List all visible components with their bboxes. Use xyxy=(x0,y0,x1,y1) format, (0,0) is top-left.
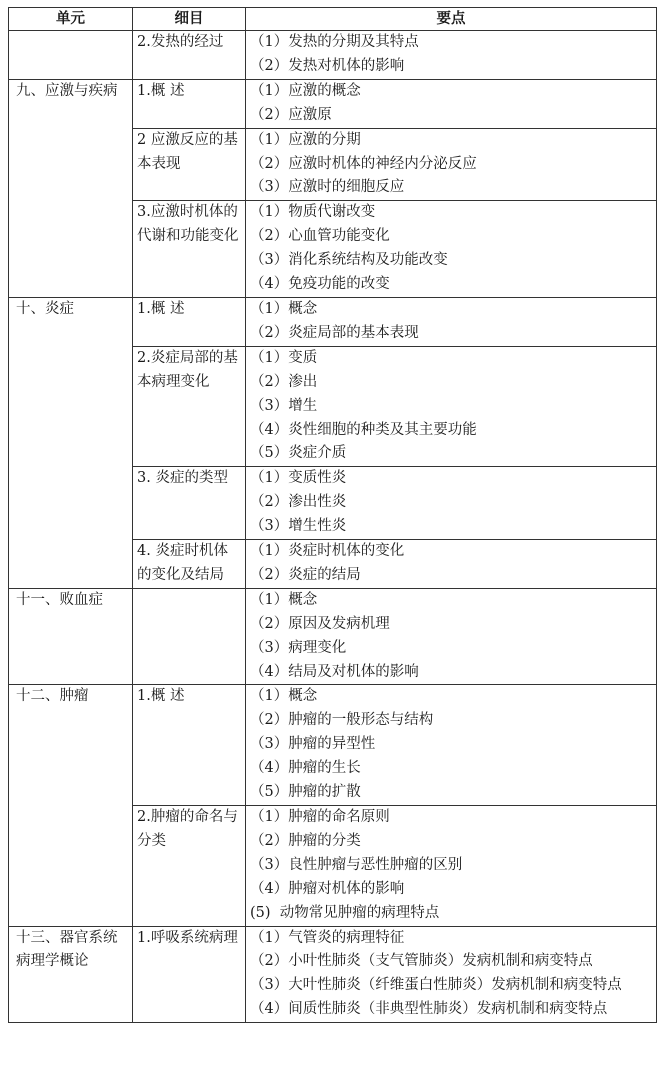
table-row xyxy=(9,926,657,1023)
item-cell xyxy=(133,588,246,685)
header-points: 要点 xyxy=(246,8,657,31)
item-cell: 1.概 述 xyxy=(133,79,246,128)
point: （2）小叶性肺炎（支气管肺炎）发病机制和病变特点 xyxy=(250,953,593,970)
unit-cell: 九、应激与疾病 xyxy=(9,79,133,297)
table-row xyxy=(9,588,657,685)
table-row xyxy=(9,685,657,806)
item-cell: 2.肿瘤的命名与分类 xyxy=(133,806,246,927)
points-cell xyxy=(246,926,657,1023)
points-cell xyxy=(246,540,657,589)
point: （3）增生性炎 xyxy=(250,518,347,535)
point: （2）渗出性炎 xyxy=(250,494,347,511)
point: （4）炎性细胞的种类及其主要功能 xyxy=(250,421,477,438)
point: （1）变质性炎 xyxy=(250,470,347,487)
point: （2）心血管功能变化 xyxy=(250,228,390,245)
points-cell xyxy=(246,201,657,298)
table-header-row xyxy=(9,8,657,31)
point: （3）大叶性肺炎（纤维蛋白性肺炎）发病机制和病变特点 xyxy=(250,977,622,994)
point: （1）气管炎的病理特征 xyxy=(250,929,405,946)
point: （1）概念 xyxy=(250,591,318,608)
item-cell: 2.发热的经过 xyxy=(133,31,246,80)
item-cell: 1.概 述 xyxy=(133,685,246,806)
point: （2）炎症局部的基本表现 xyxy=(250,324,419,341)
point: （1）变质 xyxy=(250,349,318,366)
point: （4）间质性肺炎（非典型性肺炎）发病机制和病变特点 xyxy=(250,1001,608,1018)
points-cell xyxy=(246,79,657,128)
point: （1）物质代谢改变 xyxy=(250,204,376,221)
points-cell xyxy=(246,806,657,927)
point: （1）炎症时机体的变化 xyxy=(250,543,405,560)
point: (5) 动物常见肿瘤的病理特点 xyxy=(250,904,440,921)
point: （1）发热的分期及其特点 xyxy=(250,34,419,50)
point: （4）肿瘤的生长 xyxy=(250,760,361,777)
table-row xyxy=(9,31,657,80)
unit-cell: 十、炎症 xyxy=(9,297,133,588)
header-unit: 单元 xyxy=(9,8,133,31)
points-cell xyxy=(246,467,657,540)
point: （3）良性肿瘤与恶性肿瘤的区别 xyxy=(250,856,463,873)
point: （2）应激原 xyxy=(250,106,332,123)
point: （3）肿瘤的异型性 xyxy=(250,736,376,753)
unit-cell: 十三、器官系统病理学概论 xyxy=(9,926,133,1023)
point: （4）肿瘤对机体的影响 xyxy=(250,880,405,897)
header-item: 细目 xyxy=(133,8,246,31)
point: （3）病理变化 xyxy=(250,639,347,656)
table-row xyxy=(9,297,657,346)
point: （1）应激的概念 xyxy=(250,82,361,99)
point: （5）炎症介质 xyxy=(250,445,347,462)
point: （2）应激时机体的神经内分泌反应 xyxy=(250,155,477,172)
point: （2）发热对机体的影响 xyxy=(250,57,405,74)
item-cell: 1.概 述 xyxy=(133,297,246,346)
table-row xyxy=(9,79,657,128)
unit-cell: 十一、败血症 xyxy=(9,588,133,685)
point: （4）免疫功能的改变 xyxy=(250,276,390,293)
point: （2）渗出 xyxy=(250,373,318,390)
points-cell xyxy=(246,31,657,80)
point: （2）原因及发病机理 xyxy=(250,615,390,632)
point: （1）应激的分期 xyxy=(250,131,361,148)
point: （3）消化系统结构及功能改变 xyxy=(250,252,448,269)
point: （4）结局及对机体的影响 xyxy=(250,663,419,680)
point: （3）应激时的细胞反应 xyxy=(250,179,405,196)
points-cell xyxy=(246,346,657,467)
unit-cell: 十二、肿瘤 xyxy=(9,685,133,926)
item-cell: 3.应激时机体的代谢和功能变化 xyxy=(133,201,246,298)
point: （1）概念 xyxy=(250,300,318,317)
point: （5）肿瘤的扩散 xyxy=(250,784,361,801)
point: （1）概念 xyxy=(250,688,318,705)
points-cell xyxy=(246,685,657,806)
points-cell xyxy=(246,297,657,346)
item-cell: 2.炎症局部的基本病理变化 xyxy=(133,346,246,467)
point: （1）肿瘤的命名原则 xyxy=(250,809,390,825)
points-cell xyxy=(246,588,657,685)
point: （2）肿瘤的一般形态与结构 xyxy=(250,712,434,729)
item-cell: 2 应激反应的基本表现 xyxy=(133,128,246,201)
point: （2）炎症的结局 xyxy=(250,566,361,583)
unit-cell xyxy=(9,31,133,80)
item-cell: 1.呼吸系统病理 xyxy=(133,926,246,1023)
point: （2）肿瘤的分类 xyxy=(250,832,361,849)
item-cell: 3. 炎症的类型 xyxy=(133,467,246,540)
point: （3）增生 xyxy=(250,397,318,414)
item-cell: 4. 炎症时机体的变化及结局 xyxy=(133,540,246,589)
points-cell xyxy=(246,128,657,201)
syllabus-table xyxy=(8,7,657,1023)
